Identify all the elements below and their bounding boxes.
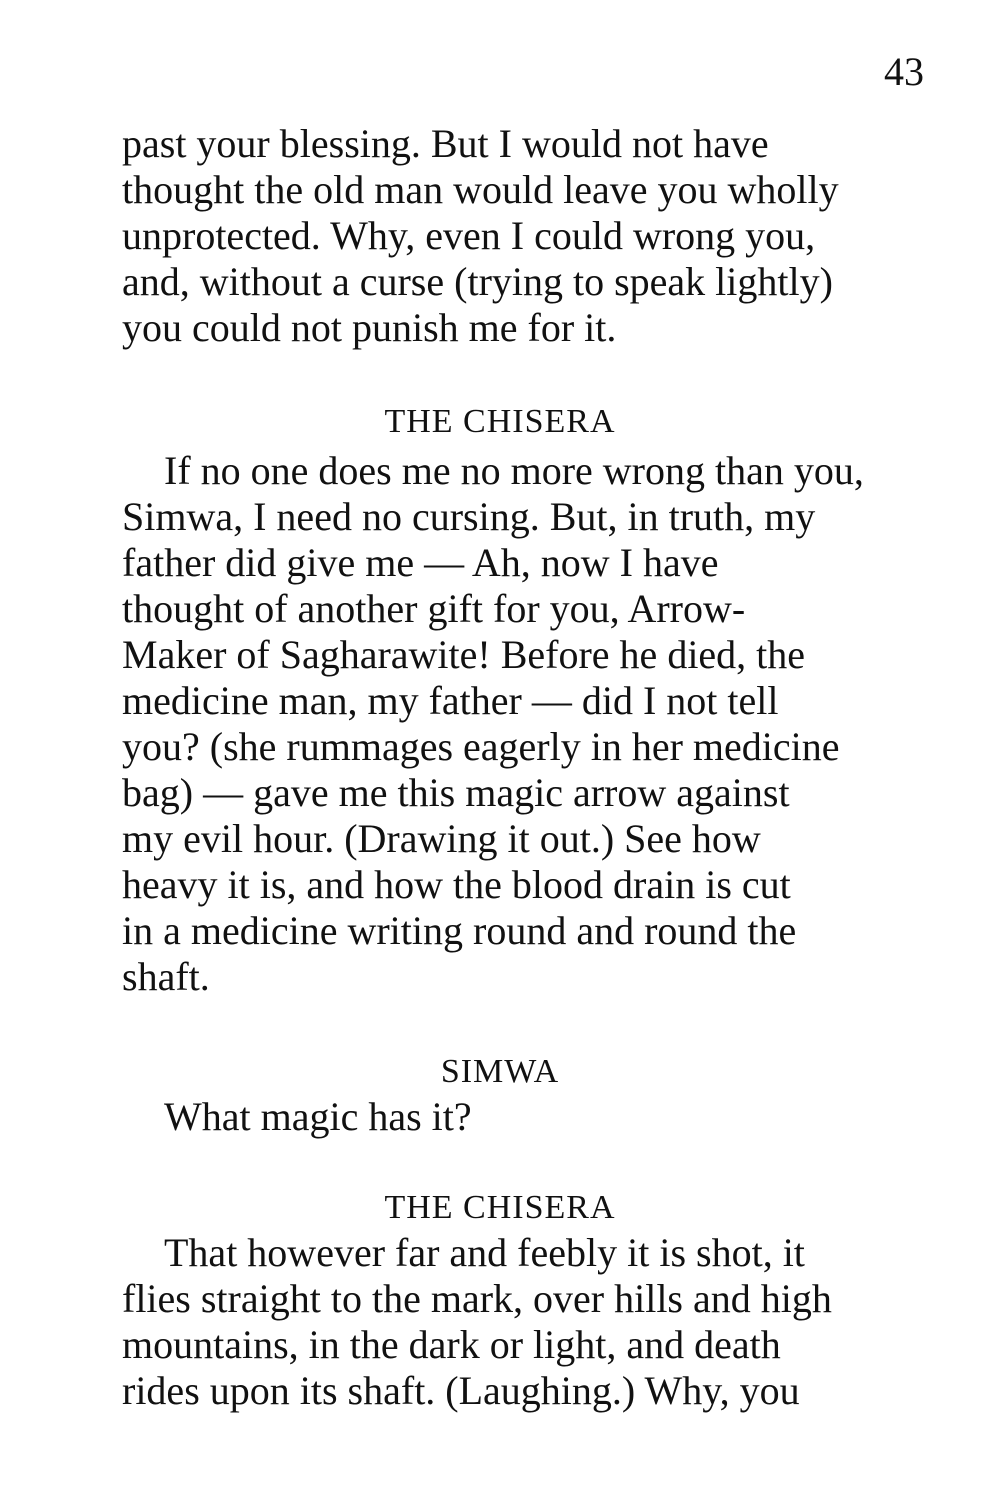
text-line: thought the old man would leave you wholly: [122, 167, 839, 212]
text-line: flies straight to the mark, over hills and high: [122, 1276, 832, 1321]
text-line: medicine man, my father — did I not tell: [122, 678, 779, 723]
text-line-with-stage-direction: you? (she rummages eagerly in her medicine: [122, 724, 840, 769]
text-line-with-stage-direction: rides upon its shaft. (Laughing.) Why, you: [122, 1368, 800, 1413]
text-line: Simwa, I need no cursing. But, in truth, my: [122, 494, 816, 539]
paragraph-chisera: [122, 448, 924, 1000]
text-line: If no one does me no more wrong than you,: [164, 448, 864, 493]
text-line: past your blessing. But I would not have: [122, 121, 769, 166]
text-line: That however far and feebly it is shot, it: [164, 1230, 805, 1275]
speaker-heading: SIMWA: [440, 1053, 560, 1090]
paragraph-chisera-second: [122, 1230, 924, 1414]
text-line: thought of another gift for you, Arrow-: [122, 586, 746, 631]
text-line: unprotected. Why, even I could wrong you,: [122, 213, 816, 258]
text-line: mountains, in the dark or light, and death: [122, 1322, 781, 1367]
text-line: What magic has it?: [164, 1094, 472, 1139]
paragraph-simwa-continued: [122, 121, 924, 351]
text-line-with-stage-direction: my evil hour. (Drawing it out.) See how: [122, 816, 761, 861]
text-line: father did give me — Ah, now I have: [122, 540, 719, 585]
text-line-with-stage-direction: and, without a curse (trying to speak lightly): [122, 259, 833, 304]
text-line: Maker of Sagharawite! Before he died, the: [122, 632, 806, 677]
text-line: shaft.: [122, 954, 210, 999]
page-number: 43: [884, 49, 924, 94]
speaker-heading: THE CHISERA: [384, 403, 616, 440]
text-line-with-stage-direction: bag) — gave me this magic arrow against: [122, 770, 790, 815]
text-line: heavy it is, and how the blood drain is cut: [122, 862, 791, 907]
text-line: in a medicine writing round and round the: [122, 908, 797, 953]
paragraph-simwa: [122, 1094, 924, 1140]
text-line: you could not punish me for it.: [122, 305, 617, 350]
speaker-heading: THE CHISERA: [384, 1189, 616, 1226]
